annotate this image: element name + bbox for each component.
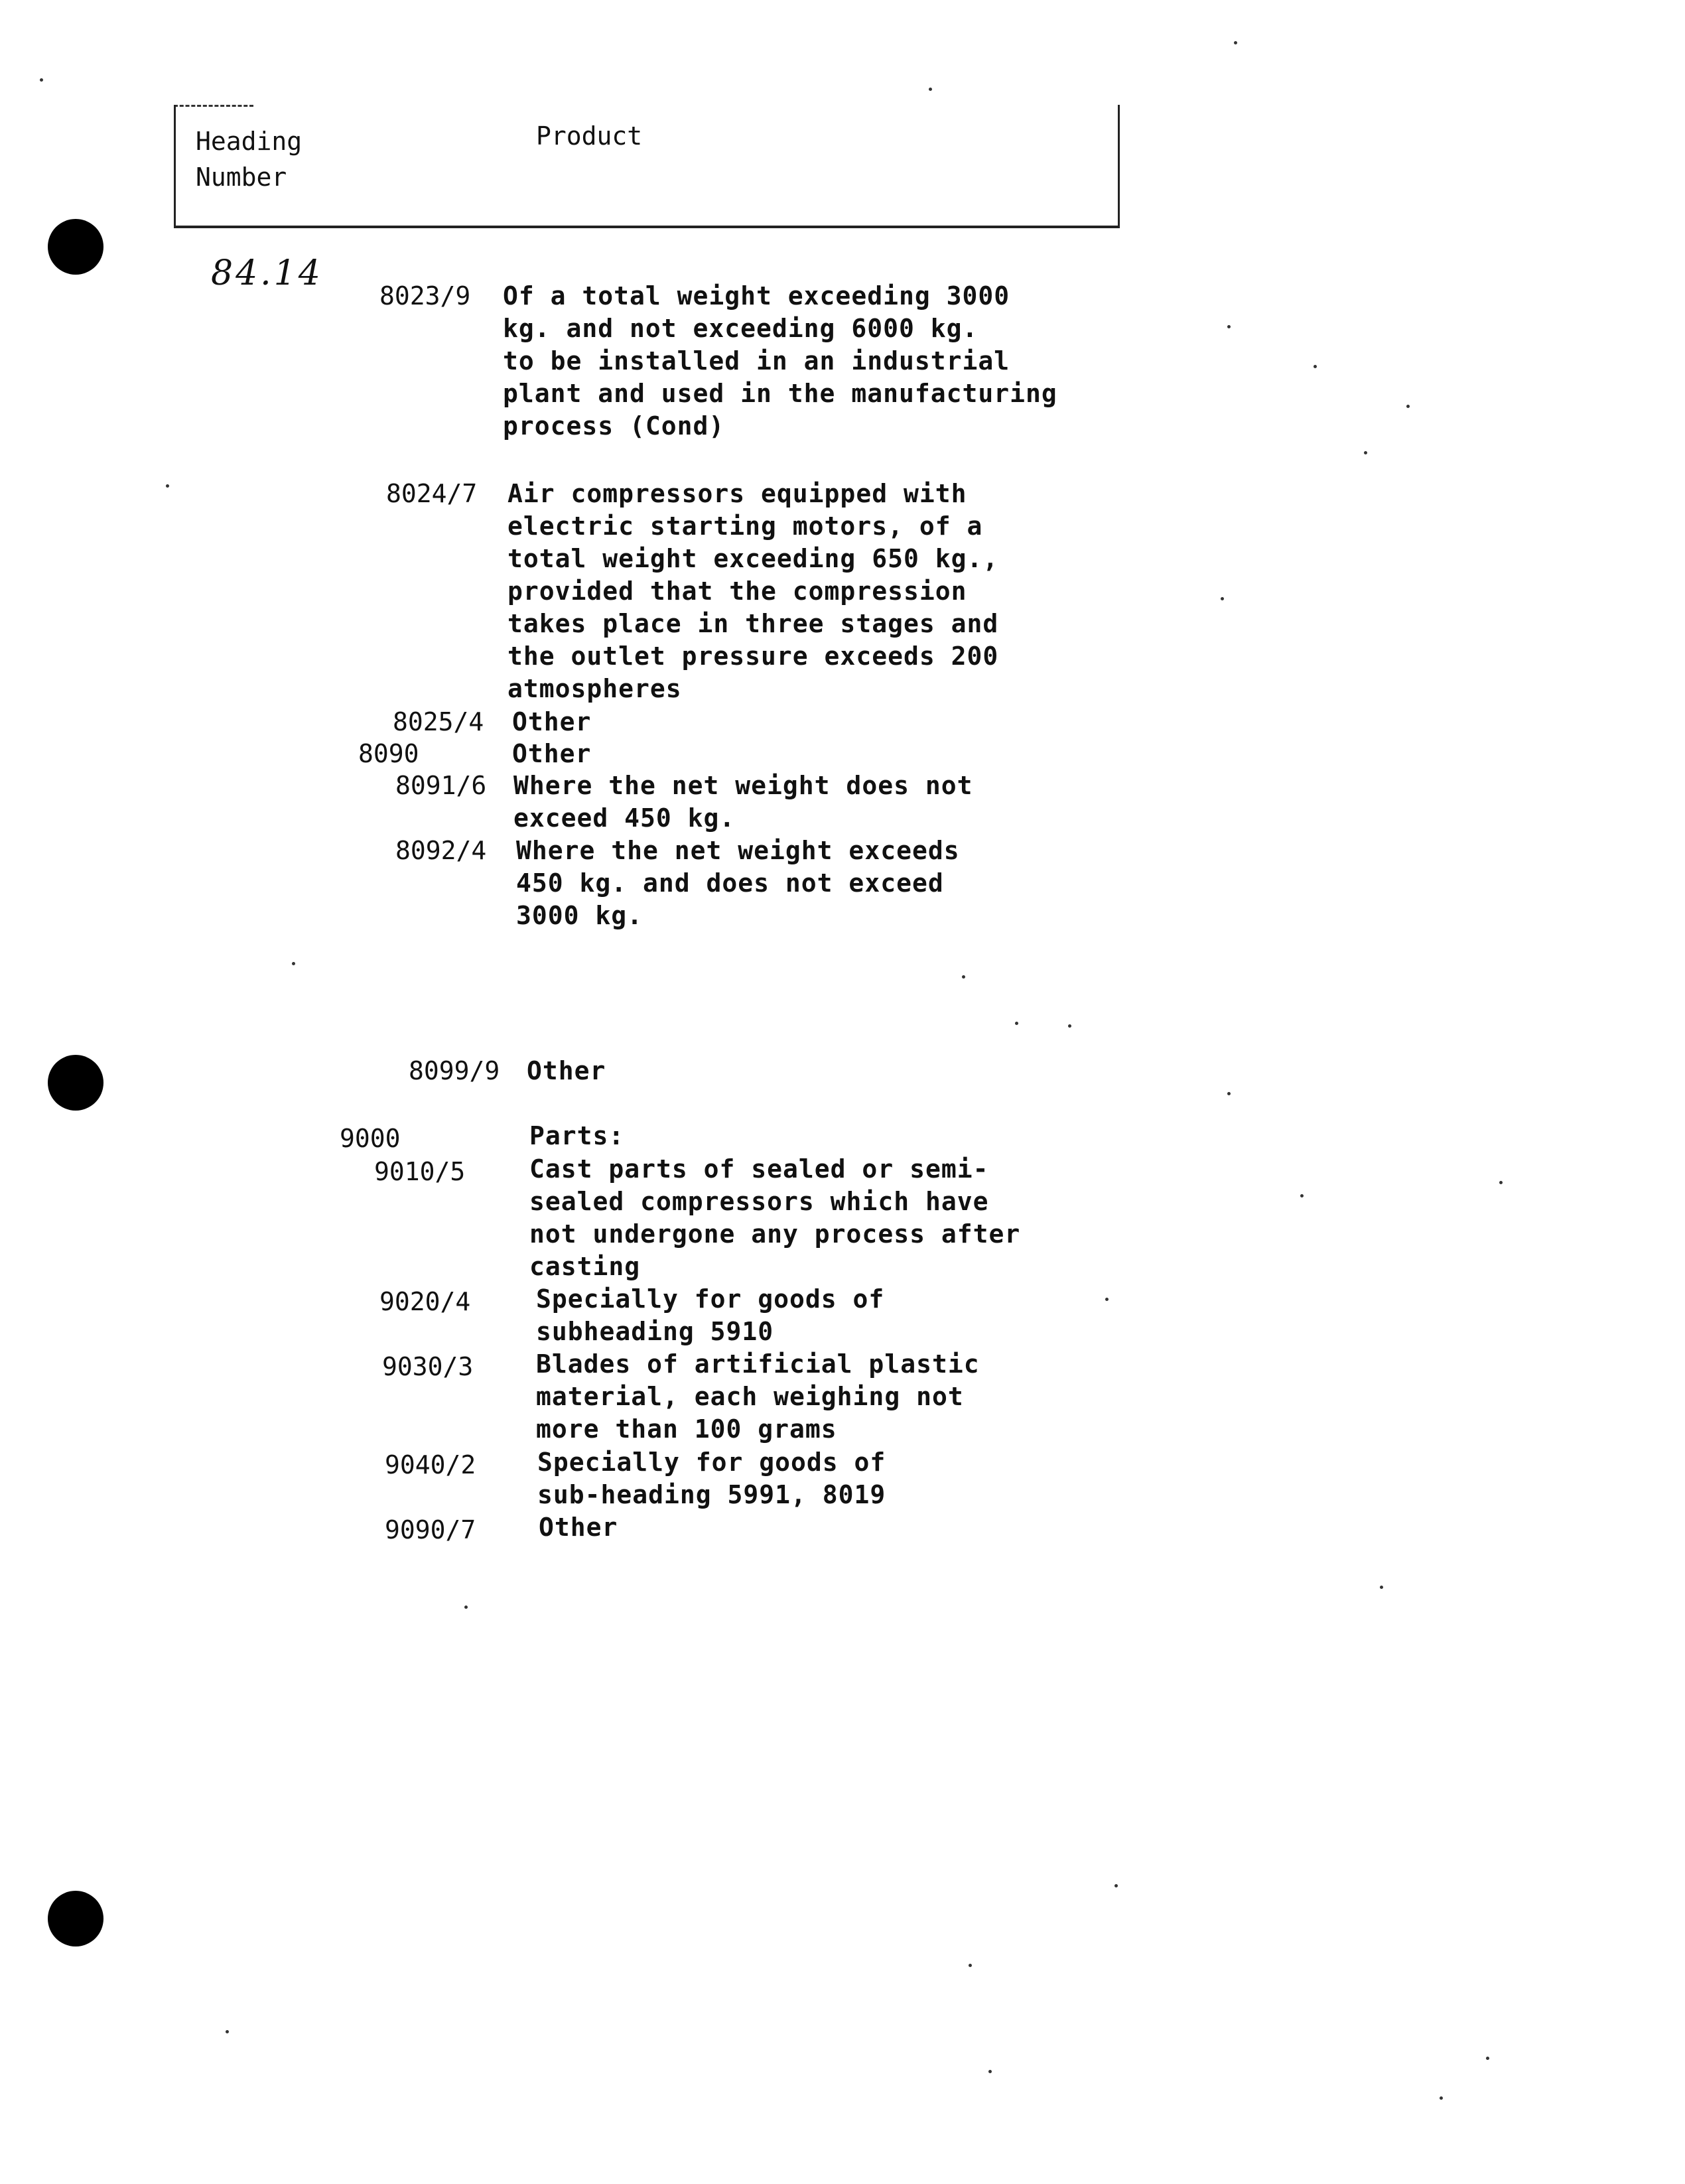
scan-speck: [1105, 1298, 1109, 1301]
entry-code: 9020/4: [379, 1287, 471, 1316]
heading-number-column-label: Heading Number: [196, 127, 303, 192]
handwritten-heading-note: 84.14: [211, 253, 323, 293]
entry-code: 8090: [358, 739, 419, 768]
scan-speck: [929, 88, 932, 91]
scan-speck: [1364, 451, 1367, 454]
entry-description: Other: [512, 739, 592, 768]
entry-description: Other: [512, 707, 592, 736]
scan-speck: [1406, 405, 1410, 408]
punch-hole-bottom: [48, 1891, 103, 1946]
entry-description: Other: [527, 1056, 606, 1085]
scan-speck: [1486, 2057, 1489, 2060]
entry-description: Other: [539, 1513, 618, 1542]
scan-speck: [962, 975, 965, 979]
scan-speck: [1380, 1586, 1383, 1589]
scan-speck: [1114, 1884, 1118, 1887]
entry-description: Parts:: [529, 1121, 625, 1150]
scan-speck: [1234, 41, 1237, 44]
scan-speck: [1440, 2096, 1443, 2100]
table-header-box: [174, 105, 1120, 228]
scan-speck: [1314, 365, 1317, 368]
entry-code: 8025/4: [393, 707, 484, 736]
entry-description: Of a total weight exceeding 3000 kg. and not exceeding 6000 kg. to be installed in an industrial plant and used in the manufacturing process (Cond): [503, 281, 1057, 441]
entry-code: 9010/5: [374, 1157, 466, 1186]
scan-speck: [40, 78, 43, 82]
scan-speck: [1499, 1181, 1503, 1184]
entry-code: 8023/9: [379, 281, 471, 310]
scan-speck: [1221, 597, 1224, 600]
entry-code: 9040/2: [385, 1450, 476, 1479]
product-column-label: Product: [536, 121, 643, 151]
scan-speck: [1068, 1024, 1071, 1028]
entry-description: Where the net weight exceeds 450 kg. and does not exceed 3000 kg.: [516, 836, 960, 930]
scan-speck: [988, 2070, 992, 2073]
punch-hole-top: [48, 219, 103, 275]
entry-code: 9030/3: [382, 1352, 474, 1381]
entry-code: 8092/4: [395, 836, 487, 865]
scan-speck: [969, 1964, 972, 1967]
entry-code: 8091/6: [395, 771, 487, 800]
scan-speck: [1227, 325, 1231, 328]
scan-speck: [1015, 1022, 1018, 1025]
scan-speck: [1227, 1092, 1231, 1095]
punch-hole-middle: [48, 1055, 103, 1111]
scan-speck: [226, 2030, 229, 2033]
entry-code: 9090/7: [385, 1515, 476, 1544]
scan-speck: [292, 962, 295, 965]
entry-code: 8099/9: [409, 1056, 500, 1085]
scan-speck: [1300, 1194, 1304, 1197]
entry-description: Cast parts of sealed or semi- sealed compressors which have not undergone any process after casting: [529, 1154, 1021, 1281]
scan-speck: [166, 484, 169, 488]
entry-description: Blades of artificial plastic material, each weighing not more than 100 grams: [536, 1349, 980, 1444]
entry-description: Specially for goods of sub-heading 5991, 8019: [537, 1448, 886, 1509]
entry-code: 8024/7: [386, 479, 478, 508]
entry-description: Where the net weight does not exceed 450 kg.: [513, 771, 973, 833]
entry-code: 9000: [340, 1124, 401, 1153]
entry-description: Specially for goods of subheading 5910: [536, 1284, 885, 1346]
scan-speck: [464, 1605, 468, 1609]
entry-description: Air compressors equipped with electric starting motors, of a total weight exceeding 650 kg., provided that the compression takes place in three stages and the outlet pressure exceeds 200 atmospheres: [507, 479, 999, 703]
